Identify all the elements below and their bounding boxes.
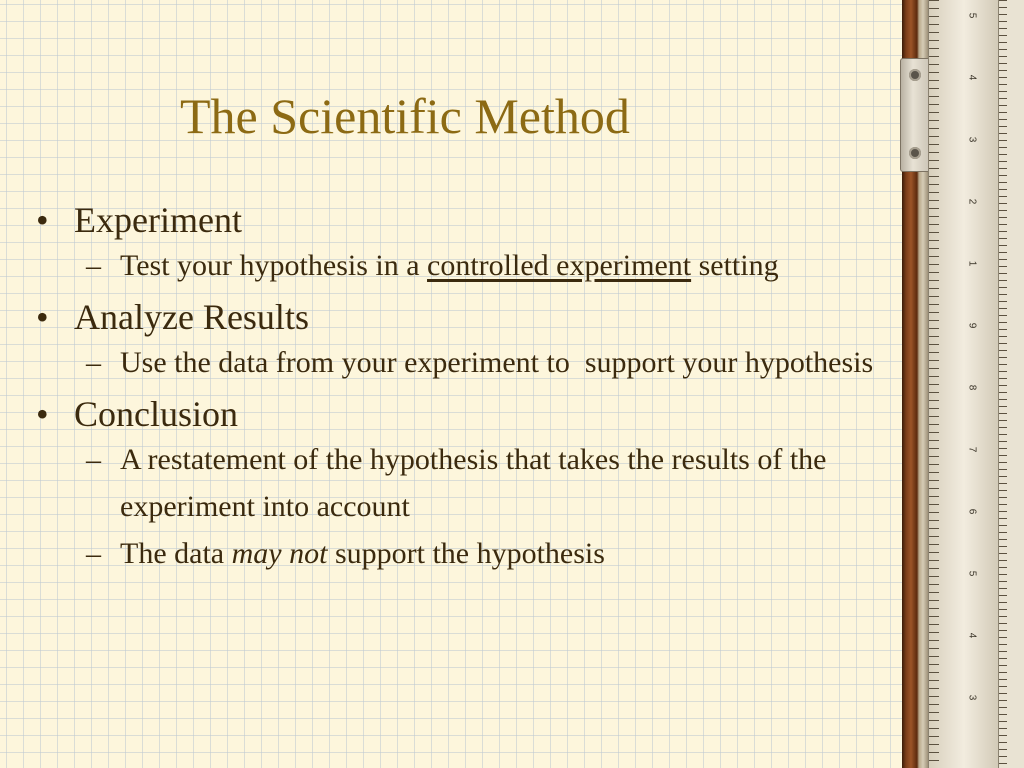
sub-bullet-text: A restatement of the hypothesis that takes the results of the experiment into account	[120, 443, 827, 523]
ruler-number: 2	[966, 198, 978, 205]
text-fragment: setting	[691, 249, 779, 282]
sub-bullet-text	[120, 530, 605, 577]
ruler-number: 7	[966, 446, 978, 453]
sub-bullet-marker: –	[86, 443, 101, 476]
ruler-number: 4	[966, 632, 978, 639]
bullet-marker: •	[36, 297, 49, 337]
sub-bullet-marker: –	[86, 249, 101, 282]
sub-bullet-text: Use the data from your experiment to support your hypothesis	[120, 346, 874, 379]
bullet-text: Analyze Results	[74, 297, 309, 337]
text-fragment: support the hypothesis	[327, 537, 605, 570]
section-conclusion	[36, 392, 896, 577]
ruler-number: 3	[966, 694, 978, 701]
bullet-item	[36, 392, 896, 436]
bullet-item	[36, 198, 896, 242]
sub-bullet-item	[86, 242, 896, 289]
ruler-number: 9	[966, 322, 978, 329]
sub-bullet-text	[120, 242, 779, 289]
bullet-text: Experiment	[74, 200, 242, 240]
screw-icon	[909, 69, 921, 81]
slide-title: The Scientific Method	[180, 88, 630, 144]
ruler-number: 4	[966, 74, 978, 81]
ruler-number: 8	[966, 384, 978, 391]
sub-bullet-item	[86, 436, 896, 530]
sub-bullet-marker: –	[86, 346, 101, 379]
ruler-number: 5	[966, 12, 978, 19]
ruler-number: 5	[966, 570, 978, 577]
bullet-text: Conclusion	[74, 394, 239, 434]
ruler-number: 6	[966, 508, 978, 515]
ruler-number: 1	[966, 260, 978, 267]
text-fragment: Test your hypothesis in a	[120, 249, 428, 282]
sub-bullet-item	[86, 530, 896, 577]
ruler-decoration	[902, 0, 1024, 768]
section-analyze-results	[36, 295, 896, 386]
bullet-item	[36, 295, 896, 339]
sub-bullet-item	[86, 339, 896, 386]
section-experiment	[36, 198, 896, 289]
ruler-number: 3	[966, 136, 978, 143]
text-fragment: The data	[120, 537, 232, 570]
italic-term: may not	[231, 537, 328, 570]
underlined-term: controlled experiment	[427, 249, 692, 282]
ruler-scale	[928, 0, 999, 768]
sub-bullet-marker: –	[86, 537, 101, 570]
screw-icon	[909, 147, 921, 159]
ruler-scale-secondary	[998, 0, 1024, 768]
slide-content	[36, 192, 896, 577]
bullet-marker: •	[36, 200, 49, 240]
bullet-marker: •	[36, 394, 49, 434]
